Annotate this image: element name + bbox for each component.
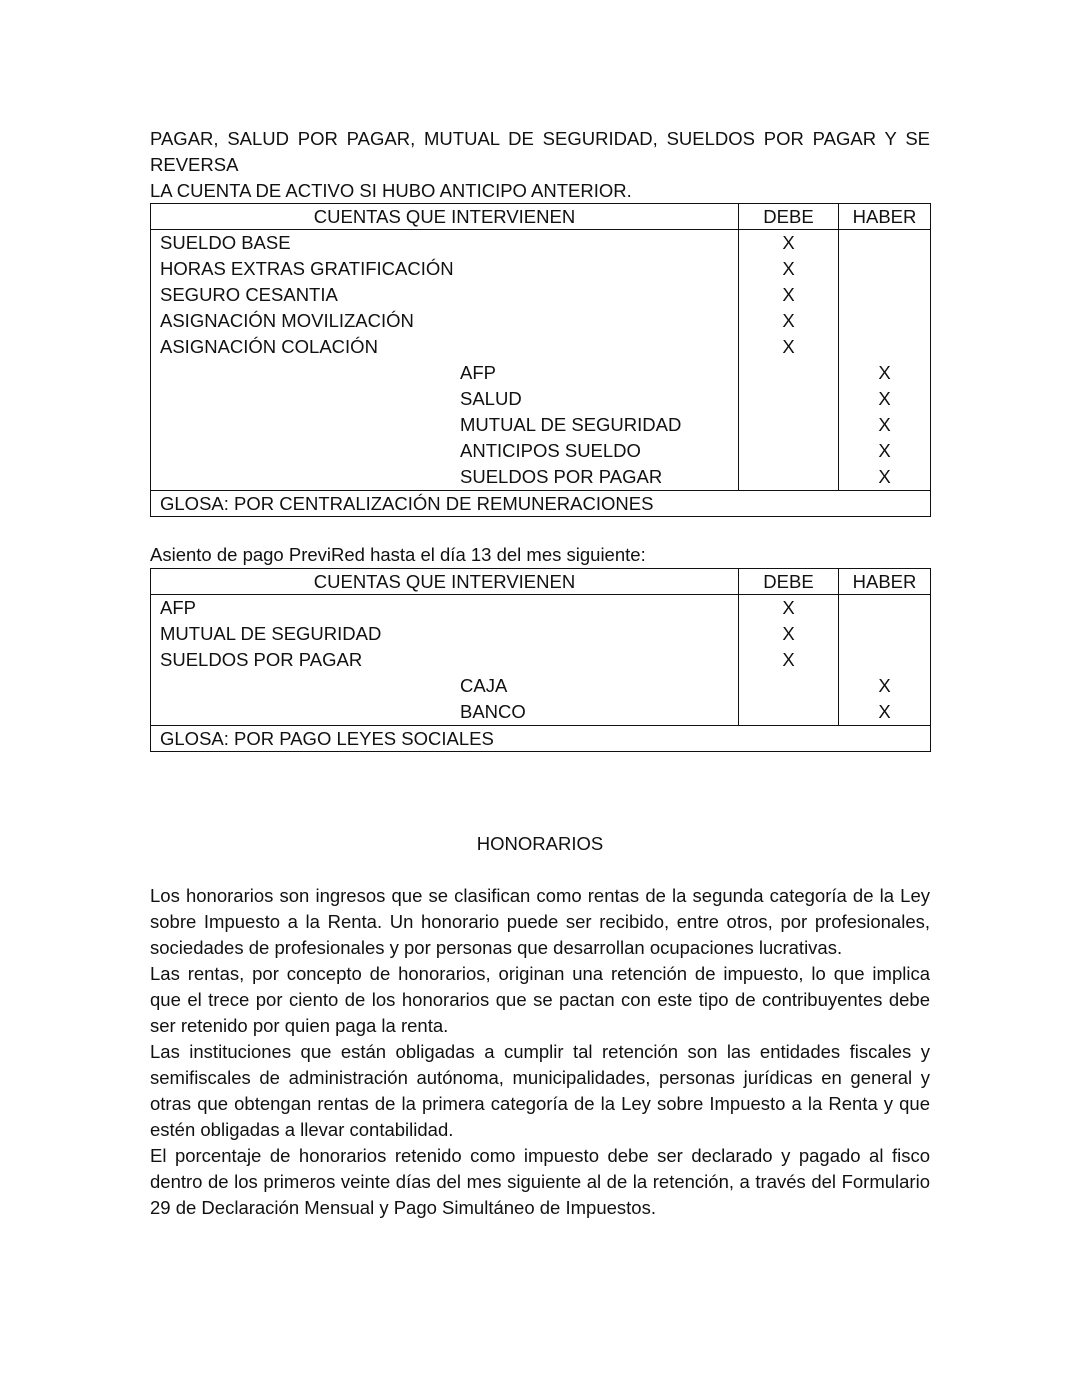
debe-mark [739, 360, 839, 386]
glosa-text: GLOSA: POR CENTRALIZACIÓN DE REMUNERACIONES [151, 491, 931, 517]
account-name: HORAS EXTRAS GRATIFICACIÓN [151, 256, 739, 282]
table-row [151, 464, 931, 491]
account-name: CAJA [151, 673, 739, 699]
table-row [151, 595, 931, 622]
debe-mark [739, 438, 839, 464]
table-row [151, 282, 931, 308]
account-name: SEGURO CESANTIA [151, 282, 739, 308]
debe-mark [739, 412, 839, 438]
table-row [151, 360, 931, 386]
debe-mark: X [739, 230, 839, 257]
table-header-row [151, 204, 931, 230]
table-row [151, 230, 931, 257]
haber-mark: X [839, 412, 931, 438]
table-row [151, 256, 931, 282]
haber-mark: X [839, 464, 931, 491]
paragraph-3: Las instituciones que están obligadas a cumplir tal retención son las entidades fiscales y semifiscales de administración autónoma, municipalidades, personas jurídicas en general y otras que obtengan rentas de la primera categoría de la Ley sobre Impuesto a la Renta y que estén obligadas a llevar contabilidad. [150, 1041, 930, 1140]
table-row [151, 412, 931, 438]
ledger-table-previred [150, 568, 931, 752]
account-name: SALUD [151, 386, 739, 412]
intro-line-2: LA CUENTA DE ACTIVO SI HUBO ANTICIPO ANTERIOR. [150, 180, 632, 201]
account-name: ASIGNACIÓN MOVILIZACIÓN [151, 308, 739, 334]
debe-mark: X [739, 595, 839, 622]
paragraph-1: Los honorarios son ingresos que se clasifican como rentas de la segunda categoría de la Ley sobre Impuesto a la Renta. Un honorario puede ser recibido, entre otros, por profesionales, sociedades de profesionales y por personas que desarrollan ocupaciones lucrativas. [150, 885, 930, 958]
haber-mark: X [839, 699, 931, 726]
previred-caption: Asiento de pago PreviRed hasta el día 13 del mes siguiente: [150, 544, 646, 565]
haber-mark [839, 595, 931, 622]
account-name: ASIGNACIÓN COLACIÓN [151, 334, 739, 360]
paragraph-4: El porcentaje de honorarios retenido como impuesto debe ser declarado y pagado al fisco dentro de los primeros veinte días del mes siguiente al de la retención, a través del Formulario 29 de Declaración Mensual y Pago Simultáneo de Impuestos. [150, 1145, 930, 1218]
header-cuentas: CUENTAS QUE INTERVIENEN [151, 569, 739, 595]
debe-mark: X [739, 282, 839, 308]
glosa-row [151, 726, 931, 752]
account-name: MUTUAL DE SEGURIDAD [151, 621, 739, 647]
account-name: MUTUAL DE SEGURIDAD [151, 412, 739, 438]
debe-mark [739, 673, 839, 699]
debe-mark [739, 699, 839, 726]
ledger-table-centralizacion [150, 203, 931, 517]
table-row [151, 334, 931, 360]
account-name: SUELDOS POR PAGAR [151, 647, 739, 673]
paragraph-2: Las rentas, por concepto de honorarios, originan una retención de impuesto, lo que implica que el trece por ciento de los honorarios que se pactan con este tipo de contribuyentes debe ser retenido por quien paga la renta. [150, 963, 930, 1036]
header-debe: DEBE [739, 569, 839, 595]
haber-mark [839, 621, 931, 647]
debe-mark: X [739, 256, 839, 282]
haber-mark [839, 334, 931, 360]
intro-text [150, 126, 930, 204]
haber-mark: X [839, 673, 931, 699]
section-title: HONORARIOS [476, 833, 604, 854]
table-row [151, 673, 931, 699]
table-row [151, 621, 931, 647]
debe-mark: X [739, 308, 839, 334]
account-name: AFP [151, 360, 739, 386]
table-row [151, 308, 931, 334]
table-row [151, 386, 931, 412]
glosa-row [151, 491, 931, 517]
account-name: BANCO [151, 699, 739, 726]
debe-mark: X [739, 621, 839, 647]
header-debe: DEBE [739, 204, 839, 230]
account-name: SUELDO BASE [151, 230, 739, 257]
haber-mark: X [839, 386, 931, 412]
honorarios-body [150, 883, 930, 1221]
haber-mark [839, 308, 931, 334]
haber-mark: X [839, 438, 931, 464]
table-row [151, 647, 931, 673]
header-haber: HABER [839, 569, 931, 595]
debe-mark: X [739, 334, 839, 360]
header-haber: HABER [839, 204, 931, 230]
haber-mark [839, 230, 931, 257]
account-name: ANTICIPOS SUELDO [151, 438, 739, 464]
debe-mark: X [739, 647, 839, 673]
haber-mark [839, 647, 931, 673]
header-cuentas: CUENTAS QUE INTERVIENEN [151, 204, 739, 230]
table-row [151, 699, 931, 726]
table-row [151, 438, 931, 464]
debe-mark [739, 464, 839, 491]
intro-line-1: PAGAR, SALUD POR PAGAR, MUTUAL DE SEGURIDAD, SUELDOS POR PAGAR Y SE REVERSA [150, 128, 930, 175]
haber-mark: X [839, 360, 931, 386]
account-name: AFP [151, 595, 739, 622]
debe-mark [739, 386, 839, 412]
glosa-text: GLOSA: POR PAGO LEYES SOCIALES [151, 726, 931, 752]
haber-mark [839, 282, 931, 308]
table-header-row [151, 569, 931, 595]
account-name: SUELDOS POR PAGAR [151, 464, 739, 491]
haber-mark [839, 256, 931, 282]
